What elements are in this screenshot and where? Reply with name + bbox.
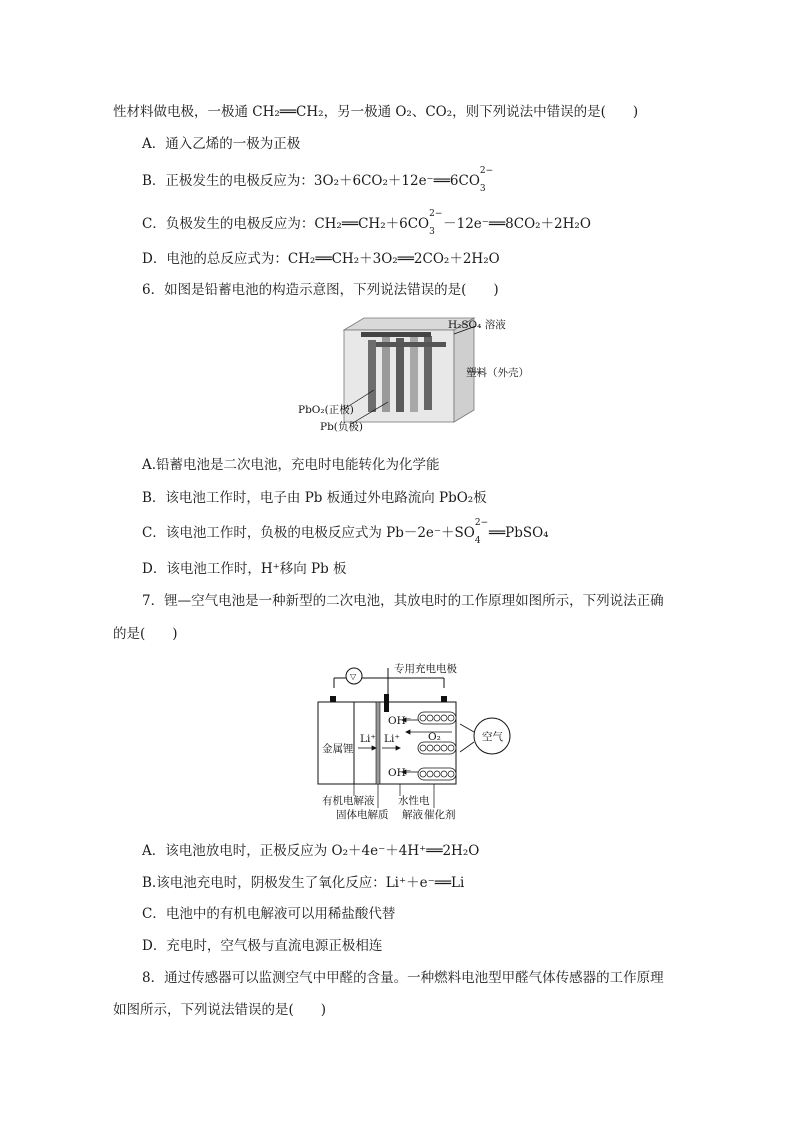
q5-option-b-sup: 2−: [479, 166, 494, 176]
catalyst-layer: [418, 712, 456, 780]
q5-option-b-sub: 3: [479, 184, 486, 194]
q7-option-d: D．充电时，空气极与直流电源正极相连: [142, 938, 383, 954]
q5-option-c-sub: 3: [429, 227, 435, 237]
label-organic: 有机电解液: [322, 795, 375, 807]
label-metal-li: 金属锂: [322, 743, 354, 755]
label-li-left: Li⁺: [360, 733, 376, 745]
label-aqueous-2: 解液: [402, 809, 423, 821]
q5-option-c-pre: C．负极发生的电极反应为：CH₂══CH₂＋6CO: [142, 216, 430, 232]
q6-option-c: [142, 518, 549, 546]
q6-option-c-post: ══PbSO₄: [488, 525, 549, 541]
q5-option-a: A．通入乙烯的一极为正极: [142, 136, 301, 152]
q5-option-d: D．电池的总反应式为：CH₂══CH₂＋3O₂══2CO₂＋2H₂O: [142, 251, 500, 267]
q7-stem-continued: 的是( ): [113, 626, 178, 642]
solid-electrolyte: [376, 702, 380, 784]
label-li-right: Li⁺: [384, 733, 400, 745]
svg-text:▽: ▽: [350, 672, 357, 681]
label-pbo2: PbO₂(正极): [298, 404, 354, 416]
q7-option-c: C．电池中的有机电解液可以用稀盐酸代替: [142, 906, 396, 922]
label-o2: O₂: [428, 731, 441, 743]
q5-option-c: [142, 209, 591, 237]
q8-stem: 8．通过传感器可以监测空气中甲醛的含量。一种燃料电池型甲醛气体传感器的工作原理: [142, 970, 664, 986]
q5-option-b: [142, 166, 494, 194]
q5-stem-continued: 性材料做电极，一极通 CH₂══CH₂，另一极通 O₂、CO₂，则下列说法中错误的是( ): [113, 104, 639, 120]
label-air: 空气: [482, 731, 503, 743]
q6-option-c-sup: 2−: [474, 518, 489, 528]
q7-li-air-figure: [314, 660, 524, 822]
q7-option-b: B.该电池充电时，阴极发生了氧化反应：Li⁺＋e⁻══Li: [142, 875, 465, 891]
q5-option-b-text: B．正极发生的电极反应为：3O₂＋6CO₂＋12e⁻══6CO: [142, 173, 480, 189]
q5-option-c-post: －12e⁻══8CO₂＋2H₂O: [443, 216, 591, 232]
q8-stem-continued: 如图所示，下列说法错误的是( ): [113, 1002, 327, 1018]
label-h2so4: H₂SO₄ 溶液: [448, 319, 506, 331]
q6-option-b: B．该电池工作时，电子由 Pb 板通过外电路流向 PbO₂板: [142, 490, 487, 506]
label-oh-top: OH⁻: [388, 715, 412, 727]
q5-option-c-sup: 2−: [429, 209, 443, 219]
q7-stem: 7．锂—空气电池是一种新型的二次电池，其放电时的工作原理如图所示，下列说法正确: [142, 593, 664, 609]
q6-stem: 6．如图是铅蓄电池的构造示意图，下列说法错误的是( ): [142, 282, 499, 298]
label-catalyst: 催化剂: [424, 809, 456, 821]
label-charge-electrode: 专用充电电极: [394, 663, 457, 675]
label-oh-bottom: OH⁻: [388, 767, 412, 779]
q6-lead-acid-figure: [296, 312, 536, 438]
q6-option-c-pre: C．该电池工作时，负极的电极反应式为 Pb－2e⁻＋SO: [142, 525, 475, 541]
q6-option-c-sub: 4: [474, 536, 481, 546]
q6-option-a: A.铅蓄电池是二次电池，充电时电能转化为化学能: [142, 457, 440, 473]
q6-option-d: D．该电池工作时，H⁺移向 Pb 板: [142, 561, 347, 577]
label-solid: 固体电解质: [336, 809, 389, 821]
label-pb: Pb(负极): [320, 421, 363, 433]
charge-electrode: [384, 694, 389, 712]
q7-option-a: A．该电池放电时，正极反应为 O₂＋4e⁻＋4H⁺══2H₂O: [142, 843, 480, 859]
label-aqueous-1: 水性电: [398, 795, 430, 807]
label-shell: 塑料（外壳）: [466, 367, 529, 379]
